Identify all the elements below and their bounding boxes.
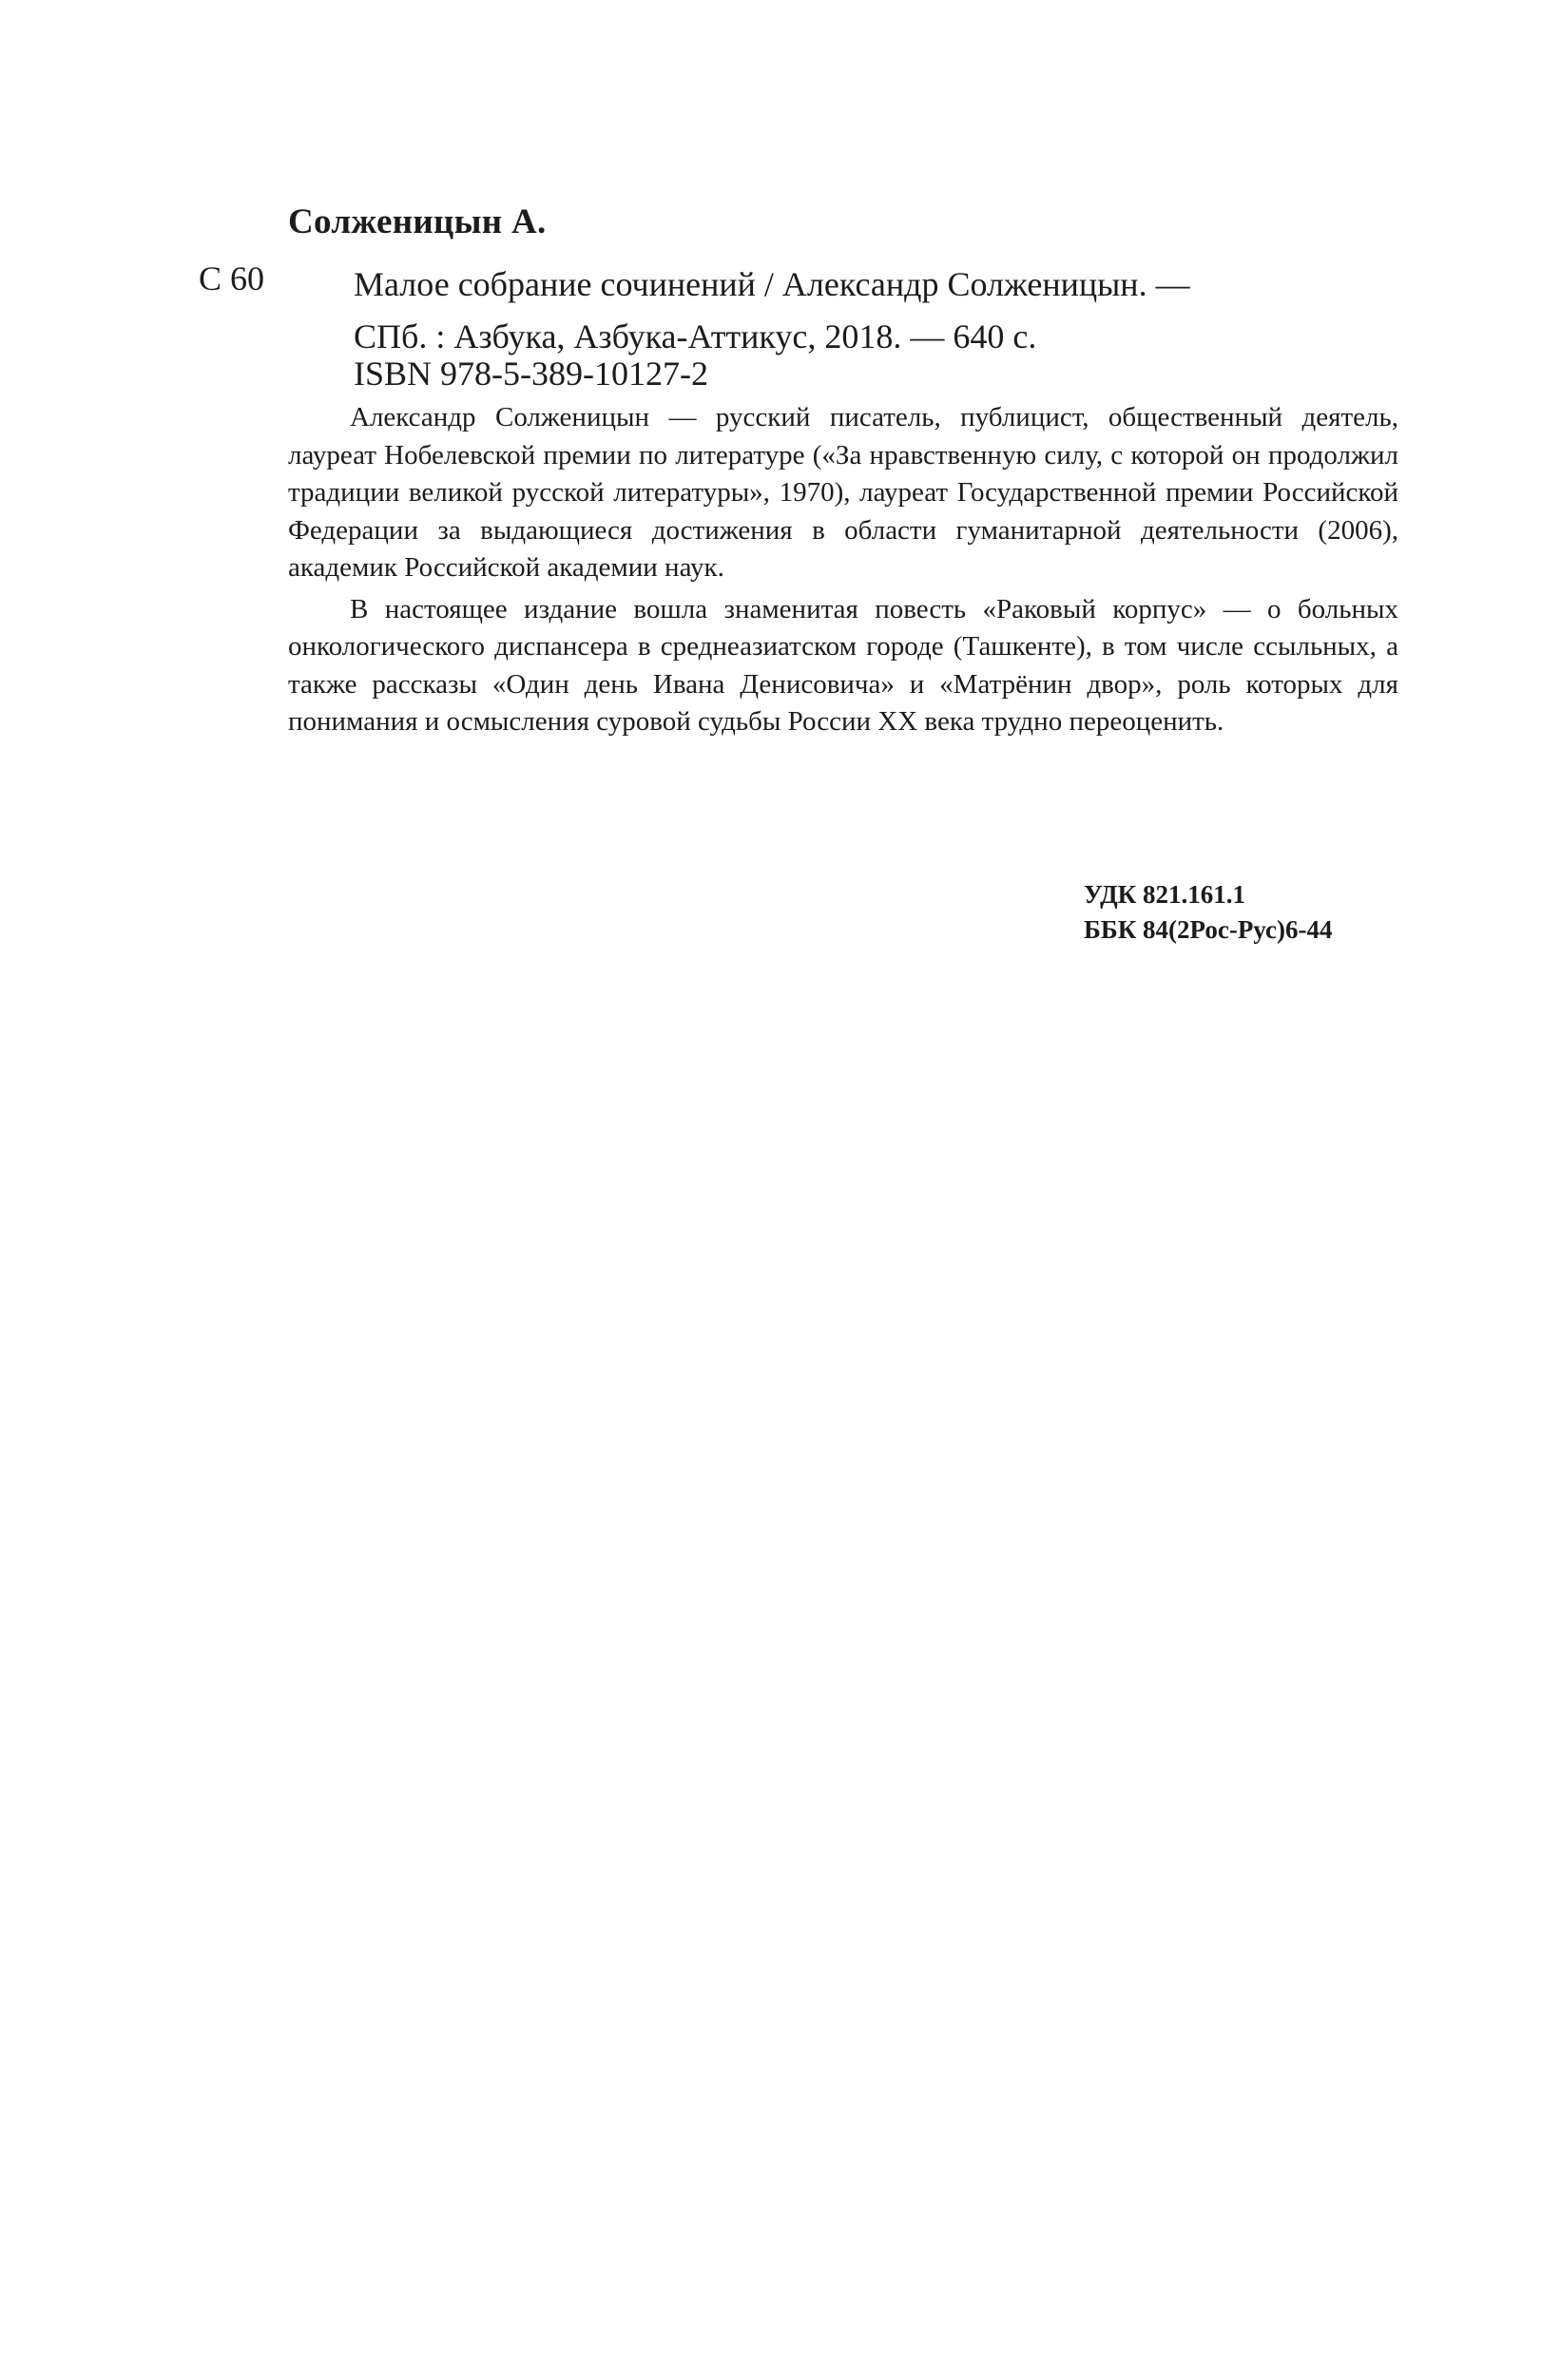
annotation-paragraph: В настоящее издание вошла знаменитая повесть «Раковый корпус» — о больных онкологического диспансера в среднеазиатском городе (Ташкенте), в том числе ссыльных, а также рассказы «Один день Ивана Денисовича» и «Матрёнин двор», роль которых для понимания и осмысления суровой судьбы России XX века трудно переоценить. xyxy=(288,593,1398,737)
annotation xyxy=(288,399,1398,741)
title-line: Малое собрание сочинений / Александр Солженицын. — xyxy=(354,265,1190,303)
classification-codes xyxy=(1084,877,1332,948)
udk-code: УДК 821.161.1 xyxy=(1084,880,1245,909)
author-heading: Солженицын А. xyxy=(288,202,547,241)
bibliographic-description xyxy=(354,259,1399,363)
imprint-line: СПб. : Азбука, Азбука-Аттикус, 2018. — 640 с. xyxy=(354,317,1037,355)
shelf-code: С 60 xyxy=(199,259,265,298)
isbn: ISBN 978-5-389-10127-2 xyxy=(354,355,708,393)
bbk-code: ББК 84(2Рос-Рус)6-44 xyxy=(1084,915,1333,944)
annotation-paragraph: Александр Солженицын — русский писатель, публицист, общественный деятель, лауреат Нобелевской премии по литературе («За нравственную силу, с которой он продолжил традиции великой русской литературы», 1970), лауреат Государственной премии Российской Федерации за выдающиеся достижения в области гуманитарной деятельности (2006), академик Российской академии наук. xyxy=(288,402,1398,583)
